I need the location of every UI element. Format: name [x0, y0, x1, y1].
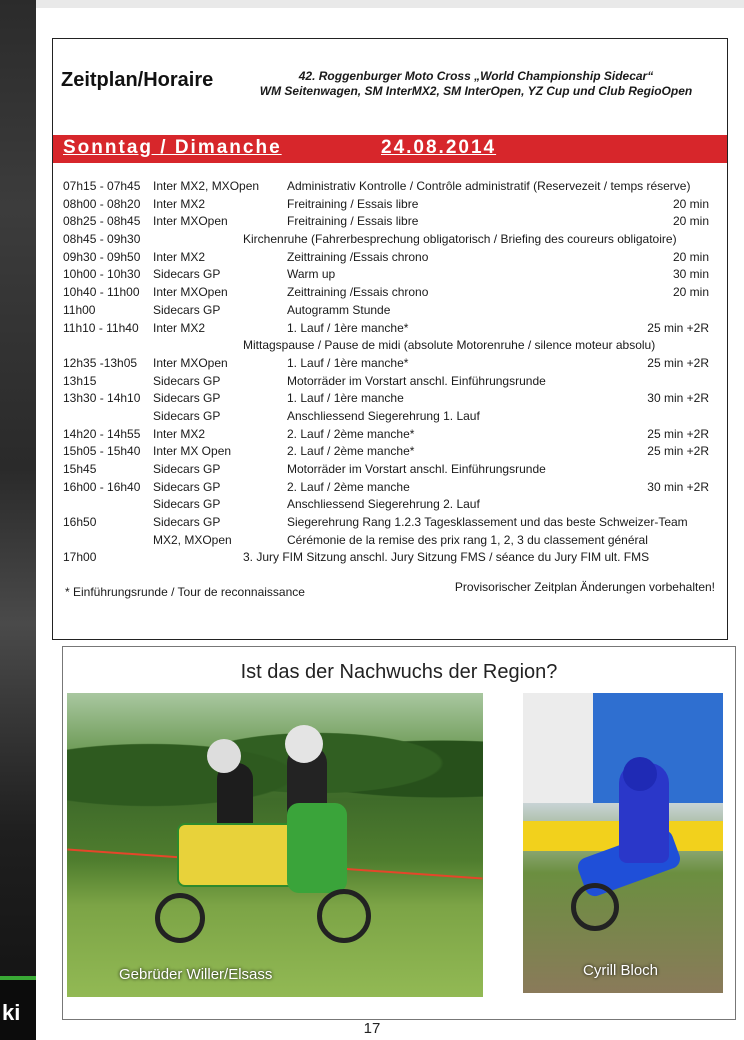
- row-class: Sidecars GP: [153, 302, 221, 317]
- table-row: [63, 232, 723, 250]
- row-class: Inter MX2, MXOpen: [153, 179, 260, 193]
- table-row: [63, 303, 723, 321]
- row-duration: 20 min: [672, 196, 709, 211]
- row-time: 08h00 - 08h20: [63, 196, 141, 211]
- table-row: [63, 374, 723, 392]
- day-banner: [53, 135, 727, 163]
- row-description: 2. Lauf / 2ème manche: [287, 479, 410, 494]
- table-row: [63, 214, 723, 232]
- row-class: Inter MXOpen: [153, 285, 228, 300]
- row-class: Sidecars GP: [153, 373, 221, 388]
- row-duration: 20 min: [672, 249, 709, 264]
- row-description: Warm up: [287, 267, 336, 282]
- subtitle-line-1: 42. Roggenburger Moto Cross „World Championship Sidecar“: [298, 69, 654, 83]
- schedule-box: [52, 38, 728, 640]
- subtitle-line-2: WM Seitenwagen, SM InterMX2, SM InterOpen, YZ Cup und Club RegioOpen: [259, 84, 693, 98]
- row-duration: 25 min +2R: [647, 355, 709, 370]
- event-subtitle: [241, 69, 711, 99]
- table-row: [63, 321, 723, 339]
- page-top-edge: [36, 0, 744, 8]
- row-time: 08h25 - 08h45: [63, 214, 141, 229]
- row-description: 1. Lauf / 1ère manche: [287, 391, 404, 406]
- photo-young-rider: [523, 693, 723, 993]
- footnote: * Einführungsrunde / Tour de reconnaissance: [65, 585, 305, 599]
- row-time: 13h15: [63, 373, 97, 388]
- row-duration: 30 min +2R: [647, 479, 709, 494]
- row-class: Sidecars GP: [153, 267, 221, 282]
- row-duration: 20 min: [672, 285, 709, 300]
- row-time: 13h30 - 14h10: [63, 391, 141, 406]
- row-time: 07h15 - 07h45: [63, 179, 141, 193]
- table-row: [63, 427, 723, 445]
- row-time: 09h30 - 09h50: [63, 249, 141, 264]
- row-time: 08h45 - 09h30: [63, 232, 141, 247]
- row-time: 10h40 - 11h00: [63, 285, 140, 300]
- table-row: [63, 250, 723, 268]
- row-description: Zeittraining /Essais chrono: [287, 249, 429, 264]
- photo-section: [62, 646, 736, 1020]
- row-description: Administrativ Kontrolle / Contrôle administratif (Reservezeit / temps réserve): [287, 179, 691, 193]
- row-class: Inter MXOpen: [153, 355, 228, 370]
- row-description: Kirchenruhe (Fahrerbesprechung obligatorisch / Briefing des coureurs obligatoire): [243, 232, 677, 247]
- row-duration: 30 min +2R: [647, 391, 709, 406]
- table-row: [63, 462, 723, 480]
- row-class: Sidecars GP: [153, 515, 221, 530]
- left-page-strip: [0, 0, 36, 1040]
- row-time: 15h45: [63, 462, 97, 476]
- row-time: 15h05 - 15h40: [63, 444, 141, 459]
- table-row: [63, 356, 723, 374]
- row-time: 14h20 - 14h55: [63, 426, 141, 441]
- row-time: 11h10 - 11h40: [63, 320, 139, 335]
- row-class: Inter MX2: [153, 249, 206, 264]
- row-class: Sidecars GP: [153, 497, 221, 512]
- table-row: [63, 285, 723, 303]
- row-duration: 25 min +2R: [647, 444, 709, 459]
- row-class: Inter MXOpen: [153, 214, 228, 229]
- row-duration: 25 min +2R: [647, 426, 709, 441]
- table-row: [63, 391, 723, 409]
- row-time: 16h50: [63, 515, 97, 530]
- table-row: [63, 409, 723, 427]
- table-row: [63, 480, 723, 498]
- row-time: 10h00 - 10h30: [63, 267, 141, 282]
- row-class: Sidecars GP: [153, 391, 221, 406]
- row-class: MX2, MXOpen: [153, 532, 232, 547]
- table-row: [63, 197, 723, 215]
- page-title: Zeitplan/Horaire: [61, 69, 214, 91]
- row-time: 16h00 - 16h40: [63, 479, 141, 494]
- table-row: [63, 550, 723, 568]
- row-duration: 30 min: [672, 267, 709, 282]
- table-row: [63, 444, 723, 462]
- row-duration: 20 min: [672, 214, 709, 229]
- row-description: Mittagspause / Pause de midi (absolute Motorenruhe / silence moteur absolu): [243, 338, 656, 353]
- photo-sidecar-kids: [67, 693, 483, 997]
- table-row: [63, 533, 723, 551]
- date-label: 24.08.2014: [381, 137, 497, 158]
- row-description: Freitraining / Essais libre: [287, 214, 419, 229]
- side-brand-text: ki: [2, 1000, 21, 1025]
- photo-heading: Ist das der Nachwuchs der Region?: [240, 661, 558, 683]
- row-class: Inter MX2: [153, 196, 206, 211]
- row-class: Inter MX2: [153, 426, 206, 441]
- row-class: Sidecars GP: [153, 479, 221, 494]
- disclaimer: Provisorischer Zeitplan Änderungen vorbehalten!: [454, 580, 715, 594]
- row-description: 3. Jury FIM Sitzung anschl. Jury Sitzung FMS / séance du Jury FIM ult. FMS: [243, 550, 650, 565]
- row-class: Inter MX2: [153, 320, 206, 335]
- row-duration: 25 min +2R: [647, 320, 709, 335]
- row-time: 11h00: [63, 302, 96, 317]
- row-description: 2. Lauf / 2ème manche*: [287, 444, 415, 459]
- row-class: Sidecars GP: [153, 408, 221, 423]
- row-time: 12h35 -13h05: [63, 355, 138, 370]
- schedule-table: [63, 179, 723, 568]
- page-number: 17: [363, 1020, 381, 1037]
- row-description: Cérémonie de la remise des prix rang 1, 2, 3 du classement général: [287, 532, 648, 547]
- photo2-caption: Cyrill Bloch: [583, 962, 659, 979]
- row-description: Autogramm Stunde: [287, 302, 391, 317]
- row-description: Freitraining / Essais libre: [287, 196, 419, 211]
- table-row: [63, 515, 723, 533]
- table-row: [63, 267, 723, 285]
- table-row: [63, 179, 723, 197]
- table-row: [63, 497, 723, 515]
- row-description: 1. Lauf / 1ère manche*: [287, 320, 409, 335]
- row-description: Siegerehrung Rang 1.2.3 Tagesklassement und das beste Schweizer-Team: [287, 515, 688, 530]
- photo1-caption: Gebrüder Willer/Elsass: [119, 966, 273, 983]
- row-class: Inter MX Open: [153, 444, 232, 459]
- row-class: Sidecars GP: [153, 462, 221, 476]
- row-description: Motorräder im Vorstart anschl. Einführungsrunde: [287, 373, 546, 388]
- row-description: 1. Lauf / 1ère manche*: [287, 355, 409, 370]
- row-description: Anschliessend Siegerehrung 2. Lauf: [287, 497, 480, 512]
- row-description: Zeittraining /Essais chrono: [287, 285, 429, 300]
- row-description: Anschliessend Siegerehrung 1. Lauf: [287, 408, 480, 423]
- row-description: 2. Lauf / 2ème manche*: [287, 426, 415, 441]
- table-row: [63, 338, 723, 356]
- row-time: 17h00: [63, 550, 97, 565]
- day-label: Sonntag / Dimanche: [63, 137, 282, 158]
- row-description: Motorräder im Vorstart anschl. Einführungsrunde: [287, 462, 546, 476]
